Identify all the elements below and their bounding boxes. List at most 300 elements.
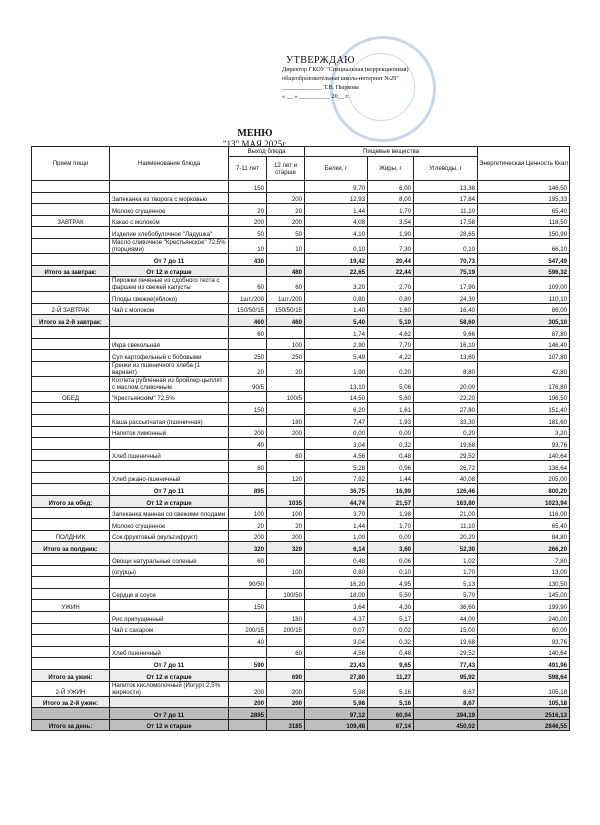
table-row bbox=[32, 565, 570, 577]
cell-p: 0,00 bbox=[305, 426, 368, 438]
cell-c: 44,00 bbox=[414, 612, 478, 624]
table-row bbox=[32, 519, 570, 531]
cell-e: 1023,94 bbox=[478, 496, 570, 508]
cell-e: 181,60 bbox=[478, 414, 570, 426]
cell-f: 1,93 bbox=[368, 414, 414, 426]
cell-meal: Итого за 2-й завтрак: bbox=[32, 315, 110, 327]
cell-meal: ЗАВТРАК bbox=[32, 215, 110, 227]
cell-f: 3,54 bbox=[368, 215, 414, 227]
cell-p: 1,44 bbox=[305, 204, 368, 216]
cell-a bbox=[229, 265, 267, 277]
table-row bbox=[32, 507, 570, 519]
table-row bbox=[32, 530, 570, 542]
cell-a: 20 bbox=[229, 204, 267, 216]
cell-a: 250 bbox=[229, 350, 267, 362]
cell-b: 200 bbox=[267, 426, 305, 438]
cell-c: 450,02 bbox=[414, 719, 478, 731]
cell-e: 118,50 bbox=[478, 215, 570, 227]
cell-e: 42,80 bbox=[478, 361, 570, 376]
cell-meal bbox=[32, 519, 110, 531]
cell-f: 6,00 bbox=[368, 181, 414, 193]
cell-b: 690 bbox=[267, 669, 305, 681]
cell-c: 40,08 bbox=[414, 472, 478, 484]
cell-e: 195,33 bbox=[478, 192, 570, 204]
header-age-12: 12 лет и старше bbox=[267, 157, 305, 181]
cell-e: 2846,55 bbox=[478, 719, 570, 731]
header-meal: Прием пищи bbox=[32, 147, 110, 181]
cell-f: 5,60 bbox=[368, 391, 414, 403]
menu-title: МЕНЮ bbox=[237, 128, 273, 139]
cell-f: 1,44 bbox=[368, 472, 414, 484]
table-row bbox=[32, 192, 570, 204]
cell-e: 598,64 bbox=[478, 669, 570, 681]
header-age-7-11: 7-11 лет bbox=[229, 157, 267, 181]
table-row bbox=[32, 350, 570, 362]
cell-b: 480 bbox=[267, 265, 305, 277]
cell-b: 50 bbox=[267, 227, 305, 239]
cell-e: 86,00 bbox=[478, 303, 570, 315]
cell-a: 40 bbox=[229, 438, 267, 450]
table-row bbox=[32, 227, 570, 239]
cell-meal bbox=[32, 192, 110, 204]
cell-c: 16,10 bbox=[414, 338, 478, 350]
cell-a: 200 bbox=[229, 696, 267, 708]
cell-b: 200 bbox=[267, 681, 305, 696]
cell-f: 20,44 bbox=[368, 253, 414, 265]
cell-meal bbox=[32, 554, 110, 566]
cell-a: 20 bbox=[229, 361, 267, 376]
cell-p: 12,93 bbox=[305, 192, 368, 204]
cell-dish: От 12 и старше bbox=[110, 669, 229, 681]
cell-dish: Чай с молоком bbox=[110, 303, 229, 315]
cell-dish: Котлета рубленная из бройлер-цыплят с маслом сливочным bbox=[110, 376, 229, 391]
cell-b: 120 bbox=[267, 472, 305, 484]
cell-a bbox=[229, 565, 267, 577]
cell-meal: 2-Й ЗАВТРАК bbox=[32, 303, 110, 315]
table-row bbox=[32, 438, 570, 450]
cell-a: 200 bbox=[229, 681, 267, 696]
cell-b: 250 bbox=[267, 350, 305, 362]
table-row bbox=[32, 600, 570, 612]
cell-c: 28,65 bbox=[414, 227, 478, 239]
cell-p: 0,48 bbox=[305, 554, 368, 566]
table-row bbox=[32, 204, 570, 216]
cell-e: 146,50 bbox=[478, 181, 570, 193]
cell-f: 0,06 bbox=[368, 554, 414, 566]
cell-e: 7,80 bbox=[478, 554, 570, 566]
cell-dish bbox=[110, 696, 229, 708]
cell-a bbox=[229, 612, 267, 624]
cell-f: 22,44 bbox=[368, 265, 414, 277]
cell-meal: ОБЕД bbox=[32, 391, 110, 403]
cell-c: 126,46 bbox=[414, 484, 478, 496]
cell-f: 1,70 bbox=[368, 519, 414, 531]
cell-e: 93,76 bbox=[478, 635, 570, 647]
cell-meal: Итого за обед: bbox=[32, 496, 110, 508]
cell-b: 20 bbox=[267, 519, 305, 531]
table-row bbox=[32, 461, 570, 473]
cell-c: 17,58 bbox=[414, 215, 478, 227]
cell-meal bbox=[32, 292, 110, 304]
cell-meal: Итого за завтрак: bbox=[32, 265, 110, 277]
cell-f: 0,96 bbox=[368, 461, 414, 473]
cell-c: 13,60 bbox=[414, 350, 478, 362]
cell-dish: Пирожки печеные из сдобного теста с фаршем из свежей капусты bbox=[110, 277, 229, 292]
cell-meal bbox=[32, 658, 110, 670]
cell-dish: От 7 до 11 bbox=[110, 658, 229, 670]
cell-e: 2516,13 bbox=[478, 708, 570, 720]
cell-dish bbox=[110, 577, 229, 589]
cell-p: 2,90 bbox=[305, 338, 368, 350]
menu-date: "13" МАЯ 2025г. bbox=[222, 139, 288, 149]
cell-a bbox=[229, 449, 267, 461]
cell-p: 0,07 bbox=[305, 623, 368, 635]
cell-dish: Масло сливочное "Крестьянское" 72,5% (порциями) bbox=[110, 238, 229, 253]
cell-b: 1035 bbox=[267, 496, 305, 508]
approval-block bbox=[282, 56, 522, 101]
cell-b: 200 bbox=[267, 192, 305, 204]
cell-c: 29,52 bbox=[414, 449, 478, 461]
cell-dish: Молоко сгущенное bbox=[110, 204, 229, 216]
header-nutrients: Пищевые вещества bbox=[305, 147, 478, 157]
cell-p: 6,20 bbox=[305, 403, 368, 415]
cell-f: 5,16 bbox=[368, 681, 414, 696]
cell-dish bbox=[110, 542, 229, 554]
cell-f: 4,62 bbox=[368, 326, 414, 338]
cell-e: 240,00 bbox=[478, 612, 570, 624]
cell-meal bbox=[32, 612, 110, 624]
cell-b bbox=[267, 181, 305, 193]
table-row bbox=[32, 326, 570, 338]
cell-f: 67,14 bbox=[368, 719, 414, 731]
cell-c: 70,73 bbox=[414, 253, 478, 265]
cell-e: 176,80 bbox=[478, 376, 570, 391]
cell-dish: Гренки из пшеничного хлеба (1 вариант) bbox=[110, 361, 229, 376]
cell-meal: Итого за 2-й ужин: bbox=[32, 696, 110, 708]
cell-b bbox=[267, 600, 305, 612]
cell-c: 0,20 bbox=[414, 426, 478, 438]
cell-f: 16,99 bbox=[368, 484, 414, 496]
cell-c: 1,70 bbox=[414, 565, 478, 577]
cell-f: 4,95 bbox=[368, 577, 414, 589]
cell-b: 200/15 bbox=[267, 623, 305, 635]
cell-a bbox=[229, 338, 267, 350]
cell-c: 8,67 bbox=[414, 696, 478, 708]
cell-f: 4,22 bbox=[368, 350, 414, 362]
table-row bbox=[32, 669, 570, 681]
cell-c: 29,52 bbox=[414, 646, 478, 658]
cell-c: 20,00 bbox=[414, 376, 478, 391]
cell-dish: Чай с сахаром bbox=[110, 623, 229, 635]
cell-c: 11,10 bbox=[414, 519, 478, 531]
cell-a bbox=[229, 588, 267, 600]
cell-meal bbox=[32, 350, 110, 362]
cell-dish: От 7 до 11 bbox=[110, 253, 229, 265]
cell-a: 895 bbox=[229, 484, 267, 496]
cell-f: 7,70 bbox=[368, 338, 414, 350]
cell-a bbox=[229, 391, 267, 403]
cell-b bbox=[267, 403, 305, 415]
cell-b bbox=[267, 658, 305, 670]
cell-b: 180 bbox=[267, 612, 305, 624]
cell-c: 26,72 bbox=[414, 461, 478, 473]
cell-c: 15,00 bbox=[414, 623, 478, 635]
table-row bbox=[32, 253, 570, 265]
cell-p: 5,98 bbox=[305, 681, 368, 696]
table-row bbox=[32, 181, 570, 193]
cell-e: 196,50 bbox=[478, 391, 570, 403]
cell-f: 0,48 bbox=[368, 646, 414, 658]
cell-e: 491,96 bbox=[478, 658, 570, 670]
cell-a: 20 bbox=[229, 519, 267, 531]
cell-p: 5,28 bbox=[305, 461, 368, 473]
cell-a: 590 bbox=[229, 658, 267, 670]
cell-e: 146,40 bbox=[478, 338, 570, 350]
cell-p: 6,14 bbox=[305, 542, 368, 554]
cell-p: 97,12 bbox=[305, 708, 368, 720]
cell-a: 60 bbox=[229, 554, 267, 566]
cell-p: 23,43 bbox=[305, 658, 368, 670]
cell-f: 1,60 bbox=[368, 303, 414, 315]
cell-meal bbox=[32, 472, 110, 484]
cell-a bbox=[229, 472, 267, 484]
table-row bbox=[32, 554, 570, 566]
approval-title: УТВЕРЖДАЮ bbox=[286, 55, 355, 66]
cell-f: 9,65 bbox=[368, 658, 414, 670]
cell-c: 19,68 bbox=[414, 438, 478, 450]
table-row bbox=[32, 542, 570, 554]
cell-p: 1,74 bbox=[305, 326, 368, 338]
cell-dish: Запеканка манная со свежими плодами bbox=[110, 507, 229, 519]
cell-dish: (огурцы) bbox=[110, 565, 229, 577]
cell-dish: Хлеб пшеничный bbox=[110, 646, 229, 658]
cell-e: 140,64 bbox=[478, 449, 570, 461]
menu-table bbox=[31, 146, 570, 731]
cell-b: 180 bbox=[267, 414, 305, 426]
cell-p: 9,70 bbox=[305, 181, 368, 193]
cell-b: 100 bbox=[267, 507, 305, 519]
cell-a: 60 bbox=[229, 277, 267, 292]
cell-a: 200/15 bbox=[229, 623, 267, 635]
cell-e: 65,40 bbox=[478, 519, 570, 531]
cell-dish: От 7 до 11 bbox=[110, 484, 229, 496]
table-row bbox=[32, 635, 570, 647]
cell-a: 10 bbox=[229, 238, 267, 253]
cell-a: 150 bbox=[229, 403, 267, 415]
cell-p: 5,98 bbox=[305, 696, 368, 708]
cell-c: 394,19 bbox=[414, 708, 478, 720]
cell-p: 109,48 bbox=[305, 719, 368, 731]
header-dish: Наименование блюда bbox=[110, 147, 229, 181]
cell-b: 60 bbox=[267, 646, 305, 658]
table-row bbox=[32, 277, 570, 292]
table-row bbox=[32, 391, 570, 403]
cell-c: 58,60 bbox=[414, 315, 478, 327]
cell-e: 136,64 bbox=[478, 461, 570, 473]
cell-f: 11,27 bbox=[368, 669, 414, 681]
cell-p: 4,10 bbox=[305, 227, 368, 239]
cell-c: 17,90 bbox=[414, 277, 478, 292]
table-row bbox=[32, 696, 570, 708]
cell-dish: Напиток кисломолочный (Йогурт 2,5% жирности) bbox=[110, 681, 229, 696]
cell-p: 3,04 bbox=[305, 438, 368, 450]
approval-signature: _____________ Т.В. Пыркова bbox=[282, 84, 359, 91]
cell-c: 17,84 bbox=[414, 192, 478, 204]
cell-meal: Итого за день: bbox=[32, 719, 110, 731]
cell-c: 163,80 bbox=[414, 496, 478, 508]
cell-dish: Сердце в соусе bbox=[110, 588, 229, 600]
cell-f: 5,16 bbox=[368, 696, 414, 708]
header-protein: Белки, г bbox=[305, 157, 368, 181]
cell-e: 199,90 bbox=[478, 600, 570, 612]
cell-b: 100 bbox=[267, 338, 305, 350]
approval-date: « __ » __________ 20__ г. bbox=[282, 93, 349, 100]
cell-dish: От 12 и старше bbox=[110, 496, 229, 508]
cell-meal bbox=[32, 484, 110, 496]
cell-a: 150/50/15 bbox=[229, 303, 267, 315]
header-energy: Энергетическая Ценность Ккал bbox=[478, 147, 570, 181]
cell-c: 21,00 bbox=[414, 507, 478, 519]
cell-p: 44,74 bbox=[305, 496, 368, 508]
cell-a: 320 bbox=[229, 542, 267, 554]
cell-e: 800,20 bbox=[478, 484, 570, 496]
cell-f: 0,32 bbox=[368, 438, 414, 450]
cell-e: 60,00 bbox=[478, 623, 570, 635]
cell-p: 18,00 bbox=[305, 588, 368, 600]
cell-dish: Плоды свежие(яблоко) bbox=[110, 292, 229, 304]
cell-c: 24,30 bbox=[414, 292, 478, 304]
cell-dish bbox=[110, 635, 229, 647]
cell-b: 20 bbox=[267, 361, 305, 376]
table-row bbox=[32, 658, 570, 670]
cell-b: 200 bbox=[267, 215, 305, 227]
cell-p: 19,42 bbox=[305, 253, 368, 265]
cell-p: 0,10 bbox=[305, 238, 368, 253]
cell-b: 100 bbox=[267, 565, 305, 577]
table-row bbox=[32, 484, 570, 496]
cell-dish bbox=[110, 181, 229, 193]
cell-meal: 2-Й УЖИН bbox=[32, 681, 110, 696]
cell-dish: Каша рассыпчатая (пшеничная) bbox=[110, 414, 229, 426]
cell-dish: Запеканка из творога с морковью bbox=[110, 192, 229, 204]
cell-b: 1шт./200 bbox=[267, 292, 305, 304]
cell-e: 107,80 bbox=[478, 350, 570, 362]
cell-a: 150 bbox=[229, 600, 267, 612]
header-carbs: Углеводы, г bbox=[414, 157, 478, 181]
table-row bbox=[32, 646, 570, 658]
cell-b bbox=[267, 577, 305, 589]
cell-c: 5,70 bbox=[414, 588, 478, 600]
cell-meal bbox=[32, 438, 110, 450]
cell-meal bbox=[32, 414, 110, 426]
cell-p: 4,08 bbox=[305, 215, 368, 227]
cell-f: 0,48 bbox=[368, 449, 414, 461]
cell-c: 8,80 bbox=[414, 361, 478, 376]
cell-p: 36,75 bbox=[305, 484, 368, 496]
cell-dish: Напиток лимонный bbox=[110, 426, 229, 438]
cell-a: 2895 bbox=[229, 708, 267, 720]
cell-e: 140,64 bbox=[478, 646, 570, 658]
cell-a bbox=[229, 496, 267, 508]
cell-meal bbox=[32, 277, 110, 292]
table-row bbox=[32, 612, 570, 624]
cell-dish: От 12 и старше bbox=[110, 265, 229, 277]
cell-e: 130,50 bbox=[478, 577, 570, 589]
cell-b: 60 bbox=[267, 277, 305, 292]
cell-b bbox=[267, 438, 305, 450]
cell-e: 145,00 bbox=[478, 588, 570, 600]
cell-dish bbox=[110, 600, 229, 612]
cell-f: 3,60 bbox=[368, 542, 414, 554]
cell-p: 3,20 bbox=[305, 277, 368, 292]
cell-f: 0,00 bbox=[368, 426, 414, 438]
cell-dish: "Крестьянским" 72,5% bbox=[110, 391, 229, 403]
cell-b bbox=[267, 635, 305, 647]
cell-c: 9,66 bbox=[414, 326, 478, 338]
cell-b: 320 bbox=[267, 542, 305, 554]
cell-meal bbox=[32, 426, 110, 438]
cell-a: 90/5 bbox=[229, 376, 267, 391]
cell-b bbox=[267, 484, 305, 496]
cell-f: 1,98 bbox=[368, 507, 414, 519]
cell-dish bbox=[110, 438, 229, 450]
cell-p: 1,44 bbox=[305, 519, 368, 531]
cell-dish bbox=[110, 461, 229, 473]
cell-e: 266,20 bbox=[478, 542, 570, 554]
table-row bbox=[32, 472, 570, 484]
cell-dish: Суп картофельный с бобовыми bbox=[110, 350, 229, 362]
cell-f: 0,10 bbox=[368, 565, 414, 577]
cell-p: 27,80 bbox=[305, 669, 368, 681]
table-row bbox=[32, 303, 570, 315]
cell-c: 33,30 bbox=[414, 414, 478, 426]
cell-dish: Молоко сгущенное bbox=[110, 519, 229, 531]
cell-p: 14,50 bbox=[305, 391, 368, 403]
cell-p: 7,47 bbox=[305, 414, 368, 426]
cell-b bbox=[267, 326, 305, 338]
cell-meal bbox=[32, 588, 110, 600]
cell-e: 596,32 bbox=[478, 265, 570, 277]
cell-meal bbox=[32, 577, 110, 589]
cell-e: 65,40 bbox=[478, 204, 570, 216]
table-row bbox=[32, 265, 570, 277]
cell-b: 10 bbox=[267, 238, 305, 253]
cell-p: 1,40 bbox=[305, 303, 368, 315]
cell-meal bbox=[32, 238, 110, 253]
cell-c: 19,68 bbox=[414, 635, 478, 647]
cell-b: 60 bbox=[267, 449, 305, 461]
table-row bbox=[32, 708, 570, 720]
cell-p: 5,40 bbox=[305, 315, 368, 327]
cell-b: 460 bbox=[267, 315, 305, 327]
cell-c: 52,30 bbox=[414, 542, 478, 554]
cell-b bbox=[267, 461, 305, 473]
cell-c: 5,13 bbox=[414, 577, 478, 589]
cell-p: 5,49 bbox=[305, 350, 368, 362]
cell-b: 100/5 bbox=[267, 391, 305, 403]
cell-e: 84,80 bbox=[478, 530, 570, 542]
cell-f: 60,94 bbox=[368, 708, 414, 720]
cell-e: 547,49 bbox=[478, 253, 570, 265]
cell-dish: Хлеб ржано-пшеничный bbox=[110, 472, 229, 484]
cell-b: 20 bbox=[267, 204, 305, 216]
cell-a: 1шт./200 bbox=[229, 292, 267, 304]
cell-e: 151,40 bbox=[478, 403, 570, 415]
cell-p: 1,00 bbox=[305, 530, 368, 542]
header-fat: Жиры, г bbox=[368, 157, 414, 181]
cell-c: 16,40 bbox=[414, 303, 478, 315]
cell-a bbox=[229, 719, 267, 731]
